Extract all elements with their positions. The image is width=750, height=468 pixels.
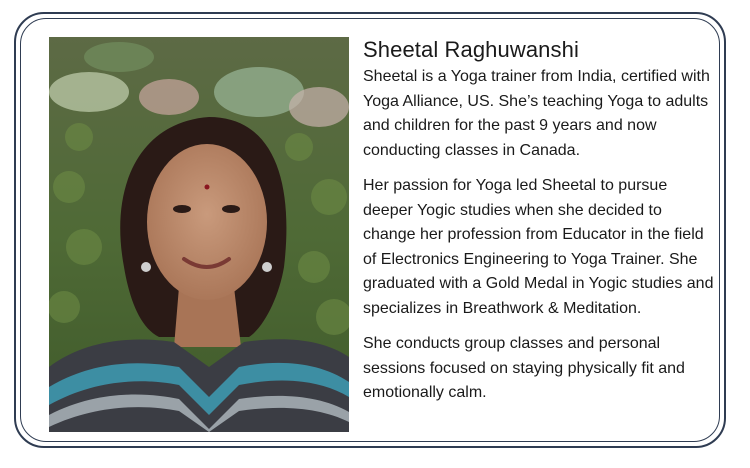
bio-paragraph-1: Sheetal is a Yoga trainer from India, certified with Yoga Alliance, US. She’s teaching Yoga to adults and children for the past 9 years and now conducting classes in Canada. [363,68,710,159]
profile-photo [49,37,349,432]
bio-paragraph-2: Her passion for Yoga led Sheetal to pursue deeper Yogic studies when she decided to change her profession from Educator in the field of Electronics Engineering to Yoga Trainer. She graduated with a Gold Medal in Yogic studies and specializes in Breathwork & Meditation. [363,177,714,317]
profile-name: Sheetal Raghuwanshi [363,37,579,62]
profile-text [363,37,718,417]
bio-paragraph-3: She conducts group classes and personal sessions focused on staying physically fit and emotionally calm. [363,335,685,401]
